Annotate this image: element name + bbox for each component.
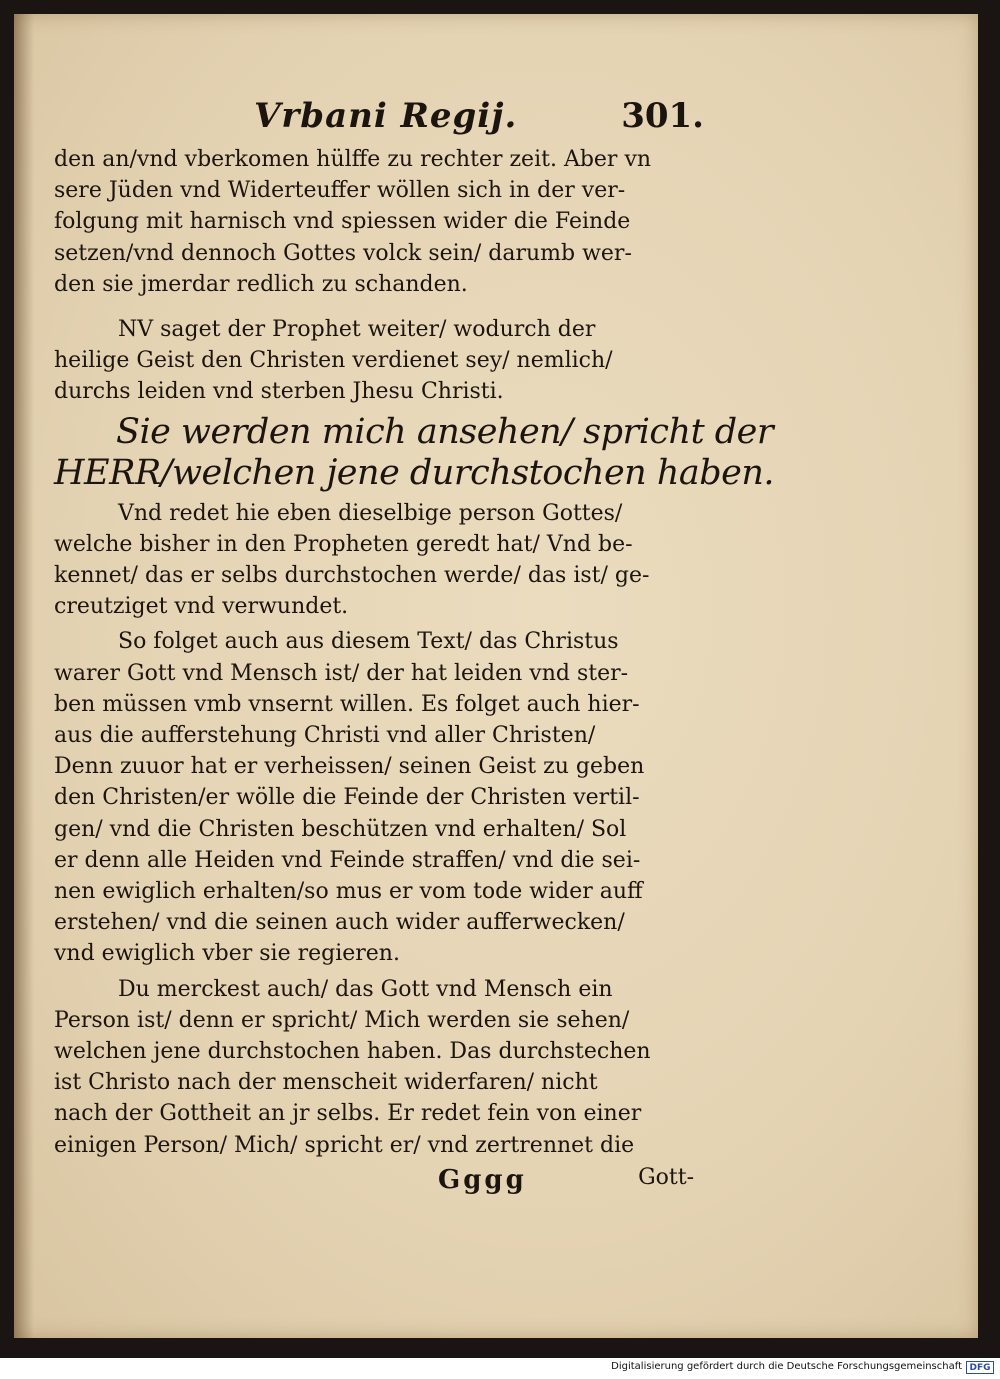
catchline xyxy=(54,1165,704,1201)
book-page xyxy=(14,14,978,1338)
text-line: Denn zuuor hat er verheissen/ seinen Geist zu geben xyxy=(54,754,645,780)
running-head xyxy=(54,96,704,140)
text-line: durchs leiden vnd sterben Jhesu Christi. xyxy=(54,379,504,405)
text-line: folgung mit harnisch vnd spiessen wider die Feinde xyxy=(54,209,631,235)
text-line: den an/vnd vberkomen hülffe zu rechter zeit. Aber vn xyxy=(54,147,652,172)
text-line: er denn alle Heiden vnd Feinde straffen/ vnd die sei- xyxy=(54,847,641,873)
text-line: vnd ewiglich vber sie regieren. xyxy=(54,941,400,967)
text-line: So folget auch aus diesem Text/ das Christus xyxy=(118,629,619,655)
text-line: ben müssen vmb vnsernt willen. Es folget auch hier- xyxy=(54,691,640,717)
paragraph-3 xyxy=(54,498,704,623)
text-line: den sie jmerdar redlich zu schanden. xyxy=(54,271,468,297)
footer-strip xyxy=(0,1358,1000,1379)
page-number: 301. xyxy=(621,96,704,136)
text-block xyxy=(54,96,775,1201)
text-line: nach der Gottheit an jr selbs. Er redet fein von einer xyxy=(54,1101,642,1127)
paragraph-5 xyxy=(54,974,704,1161)
funding-credit: Digitalisierung gefördert durch die Deutsche Forschungsgemeinschaft xyxy=(611,1361,962,1372)
paragraph-1 xyxy=(54,144,704,300)
text-line: heilige Geist den Christen verdienet sey/ nemlich/ xyxy=(54,348,613,374)
quote-line: Sie werden mich ansehen/ spricht der xyxy=(116,411,774,452)
text-line: sere Jüden vnd Widerteuffer wöllen sich in der ver- xyxy=(54,178,626,204)
page-gutter-shadow xyxy=(14,14,34,1338)
text-line: Vnd redet hie eben dieselbige person Gottes/ xyxy=(118,500,623,526)
paragraph-2 xyxy=(54,314,704,408)
text-line: welche bisher in den Propheten geredt hat/ Vnd be- xyxy=(54,531,633,557)
text-line: ist Christo nach der menscheit widerfaren/ nicht xyxy=(54,1070,598,1096)
catchword: Gott- xyxy=(638,1164,694,1190)
text-line: creutziget vnd verwundet. xyxy=(54,594,349,620)
text-line: kennet/ das er selbs durchstochen werde/ das ist/ ge- xyxy=(54,563,650,589)
dfg-logo: DFG xyxy=(966,1361,994,1374)
text-line: nen ewiglich erhalten/so mus er vom tode wider auff xyxy=(54,879,643,905)
text-line: einigen Person/ Mich/ spricht er/ vnd zertrennet die xyxy=(54,1132,635,1158)
text-line: Person ist/ denn er spricht/ Mich werden sie sehen/ xyxy=(54,1007,630,1033)
paragraph-4 xyxy=(54,626,704,969)
text-line: warer Gott vnd Mensch ist/ der hat leiden vnd ster- xyxy=(54,660,629,686)
text-line: gen/ vnd die Christen beschützen vnd erhalten/ Sol xyxy=(54,816,627,842)
text-line: setzen/vnd dennoch Gottes volck sein/ darumb wer- xyxy=(54,240,632,266)
scripture-quote xyxy=(54,411,775,494)
signature-mark: Gggg xyxy=(438,1164,527,1195)
text-line: erstehen/ vnd die seinen auch wider aufferwecken/ xyxy=(54,910,625,936)
running-head-title: Vrbani Regij. xyxy=(254,96,518,136)
text-line: Du merckest auch/ das Gott vnd Mensch ein xyxy=(118,976,613,1002)
text-line: aus die aufferstehung Christi vnd aller Christen/ xyxy=(54,723,596,749)
text-line: den Christen/er wölle die Feinde der Christen vertil- xyxy=(54,785,640,811)
text-line: welchen jene durchstochen haben. Das durchstechen xyxy=(54,1039,651,1065)
text-line: NV saget der Prophet weiter/ wodurch der xyxy=(118,317,596,343)
quote-line: HERR/welchen jene durchstochen haben. xyxy=(54,452,775,493)
